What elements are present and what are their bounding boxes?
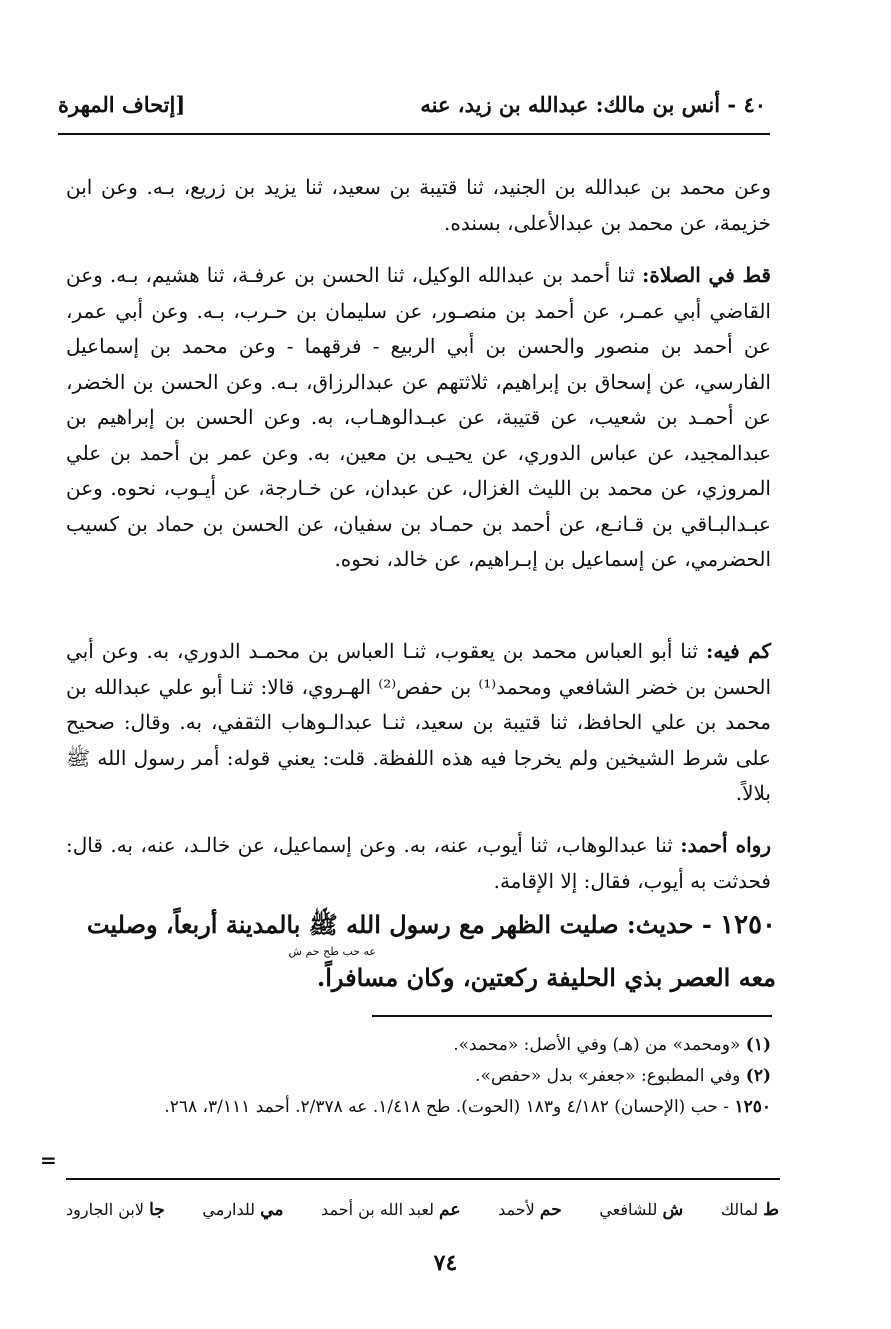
paragraph-lead: كم فيه: bbox=[705, 639, 772, 663]
paragraph-1 bbox=[66, 170, 771, 241]
abbrev-label: لعبد الله بن أحمد bbox=[321, 1200, 434, 1219]
hadith-number: ١٢٥٠ bbox=[720, 910, 776, 940]
continuation-mark: = bbox=[40, 1148, 57, 1172]
abbrev-code: حم bbox=[539, 1200, 562, 1220]
paragraph-text: ثنا أبو العباس محمد بن يعقوب، ثنـا العباس بن محمـد الدوري، به. وعن أبي الحسن بن خضر الشافعي ومحمد⁽¹⁾ بن حفص⁽²⁾ الهـروي، قالا: ثنـا أبو علي عبدالله بن محمد بن علي الحافظ، ثنا قتيبة بن سعيد، ثنـا عبدالـوهاب الثقفي، به. وقال: صحيح على شرط الشيخين ولم يخرجا فيه هذه اللفظة. قلت: يعني قوله: أمر رسول الله ﷺ بلالاً. bbox=[66, 639, 772, 805]
running-header bbox=[58, 86, 766, 122]
abbrev-item bbox=[321, 1200, 460, 1220]
abbrev-code: مي bbox=[260, 1200, 284, 1220]
abbrev-label: للدارمي bbox=[202, 1200, 256, 1219]
footnote-3 bbox=[66, 1092, 771, 1123]
header-rule bbox=[58, 133, 770, 135]
footnote-2 bbox=[66, 1061, 771, 1092]
abbrev-item bbox=[202, 1200, 283, 1220]
footnotes bbox=[66, 1030, 771, 1123]
paragraph-2 bbox=[66, 258, 771, 578]
abbrev-label: لأحمد bbox=[498, 1200, 535, 1219]
hadith-block bbox=[66, 905, 776, 997]
paragraph-4 bbox=[66, 828, 771, 899]
footnote-text: - حب (الإحسان) ٤/١٨٢ و١٨٣ (الحوت). طح ١/٤١٨. عه ٢/٣٧٨. أحمد ٣/١١١، ٢٦٨. bbox=[164, 1097, 735, 1117]
header-book-title: [إتحاف المهرة bbox=[58, 91, 186, 117]
footnote-text: وفي المطبوع: «جعفر» بدل «حفص». bbox=[475, 1066, 746, 1086]
hadith-text-1: - حديث: صليت الظهر مع رسول الله ﷺ بالمدينة أربعاً، وصليت bbox=[86, 910, 721, 939]
abbrev-code: ش bbox=[662, 1200, 684, 1220]
abbrev-item bbox=[599, 1200, 683, 1220]
abbrev-item bbox=[498, 1200, 562, 1220]
footnote-number: (١) bbox=[745, 1035, 771, 1055]
paragraph-lead: رواه أحمد: bbox=[680, 833, 771, 857]
header-chapter-title: ٤٠ - أنس بن مالك: عبدالله بن زيد، عنه bbox=[420, 91, 766, 117]
abbrev-label: لابن الجارود bbox=[66, 1200, 144, 1219]
footnote-number: ١٢٥٠ bbox=[734, 1097, 771, 1117]
abbrev-code: عم bbox=[439, 1200, 461, 1220]
paragraph-3 bbox=[66, 634, 771, 812]
paragraph-text: ثنا عبدالوهاب، ثنا أيوب، عنه، به. وعن إسماعيل، عن خالـد، عنه، به. قال: فحدثت به أيوب، فقال: إلا الإقامة. bbox=[66, 833, 771, 893]
footnote-1 bbox=[66, 1030, 771, 1061]
abbrev-code: ط bbox=[763, 1200, 779, 1220]
abbrev-item bbox=[66, 1200, 165, 1220]
paragraph-text: ثنا أحمد بن عبدالله الوكيل، ثنا الحسن بن عرفـة، ثنا هشيم، بـه. وعن القاضي أبي عمـر، عن أحمد بن منصـور، عن سليمان بن حـرب، بـه. وعن أبي عمر، عن أحمد بن منصور والحسن بن أبي الربيع - فرقهما - وعن محمد بن إسماعيل الفارسي، عن إسحاق بن إبراهيم، ثلاثتهم عن عبدالرزاق، بـه. وعن الحسن بن الخضر، عن أحمـد بن شعيب، عن قتيبة، عن عبـدالوهـاب، به. وعن الحسن بن إبراهيم بن عبدالمجيد، عن عباس الدوري، عن يحيـى بن معين، به. وعن عمر بن أحمد بن علي المروزي، عن محمد بن الليث الغزال، عن عبدان، عن خـارجة، عن أيـوب، نحوه. وعن عبـدالبـاقي بن قـانـع، عن أحمد بن حمـاد بن سفيان، عن الحسن بن حماد بن كسيب الحضرمي، عن إسماعيل بن إبـراهيم، عن خالد، نحوه. bbox=[66, 263, 771, 571]
hadith-source-codes: عه حب طح حم ش bbox=[288, 945, 376, 958]
page-number: ٧٤ bbox=[433, 1250, 458, 1276]
abbrev-code: جا bbox=[149, 1200, 165, 1220]
paragraph-lead: قط في الصلاة: bbox=[642, 263, 771, 287]
hadith-text-2: معه العصر بذي الحليفة ركعتين، وكان مسافراً. bbox=[316, 963, 776, 992]
abbreviation-key bbox=[66, 1196, 779, 1224]
abbrev-label: للشافعي bbox=[599, 1200, 658, 1219]
abbreviation-rule bbox=[66, 1178, 780, 1180]
hadith-line-1 bbox=[66, 905, 776, 945]
abbrev-label: لمالك bbox=[720, 1200, 759, 1219]
abbrev-item bbox=[721, 1200, 779, 1220]
footnote-text: «ومحمد» من (هـ) وفي الأصل: «محمد». bbox=[453, 1035, 746, 1055]
paragraph-text: وعن محمد بن عبدالله بن الجنيد، ثنا قتيبة بن سعيد، ثنا يزيد بن زريع، بـه. وعن ابن خزيمة، عن محمد بن عبدالأعلى، بسنده. bbox=[66, 175, 771, 235]
footnote-rule bbox=[372, 1015, 772, 1017]
footnote-number: (٢) bbox=[745, 1066, 771, 1086]
